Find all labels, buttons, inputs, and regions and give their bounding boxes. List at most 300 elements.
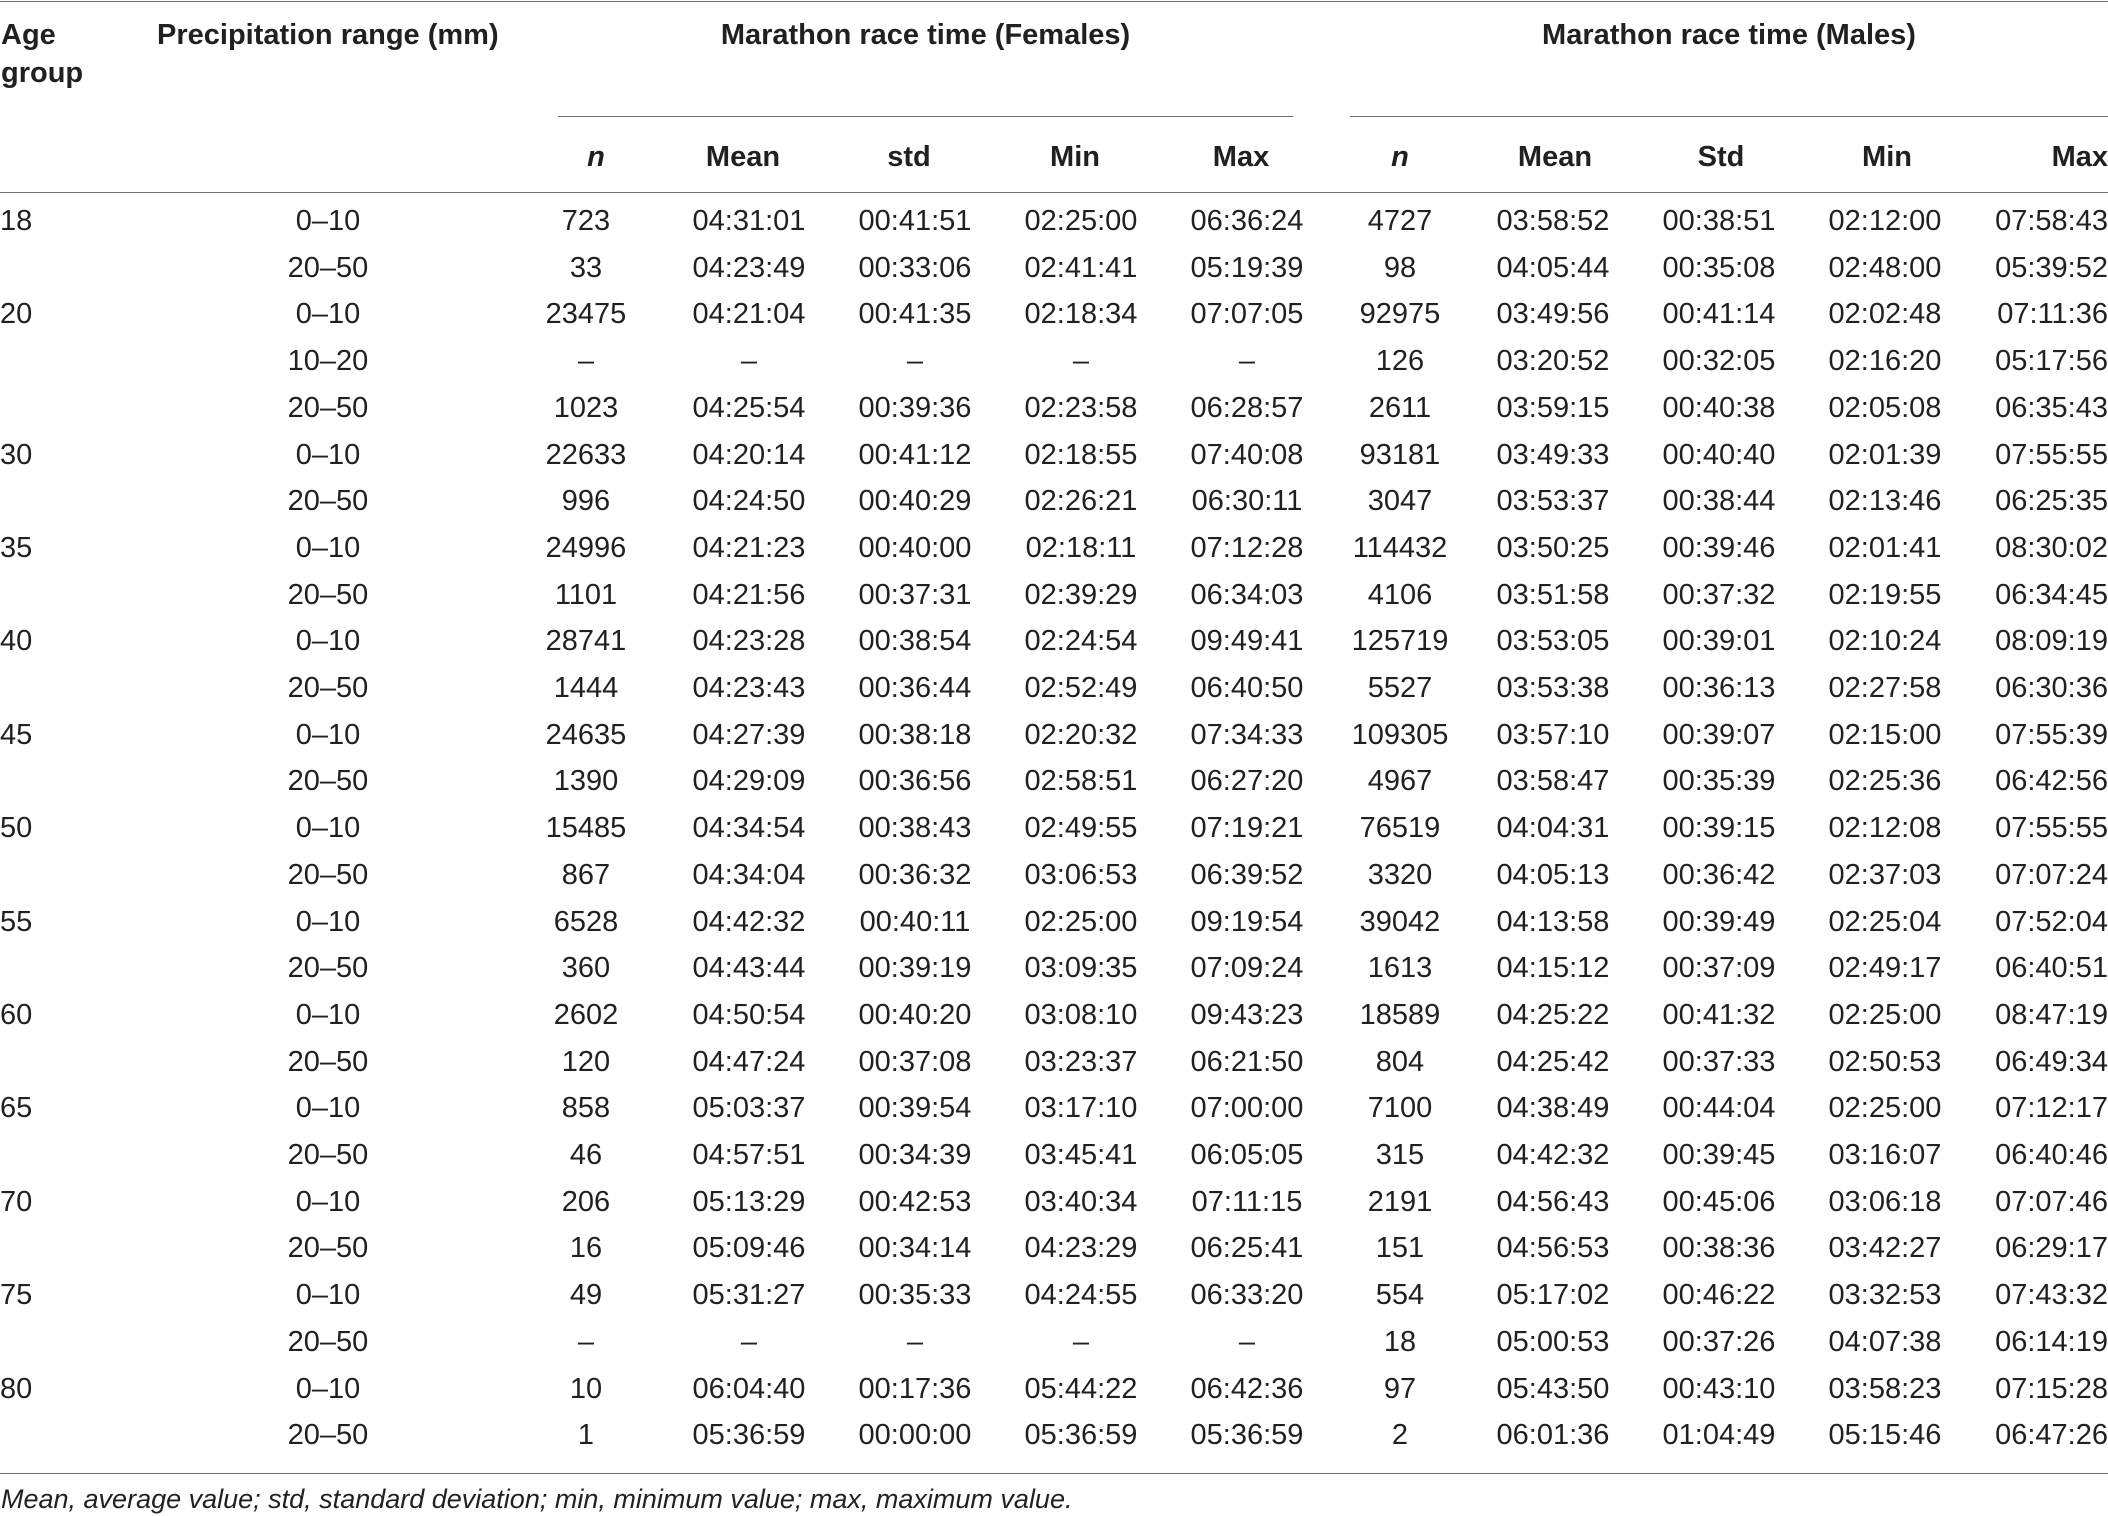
female-col-min: Min bbox=[1050, 141, 1100, 173]
cell-male-std: 00:37:32 bbox=[1662, 578, 1776, 611]
cell-female-n: 23475 bbox=[545, 298, 627, 331]
cell-male-std: 01:04:49 bbox=[1662, 1419, 1776, 1452]
cell-female-n: 49 bbox=[569, 1279, 603, 1312]
cell-age-group: 20 bbox=[0, 298, 33, 331]
top-rule bbox=[0, 1, 2108, 2]
cell-female-n: 6528 bbox=[553, 905, 619, 938]
cell-male-mean: 03:20:52 bbox=[1496, 345, 1610, 378]
cell-male-n: 114432 bbox=[1352, 531, 1448, 564]
cell-male-max: 07:15:28 bbox=[1995, 1372, 2108, 1405]
cell-female-mean: 04:21:23 bbox=[692, 531, 806, 564]
cell-male-min: 02:25:04 bbox=[1828, 905, 1942, 938]
cell-age-group bbox=[0, 945, 150, 992]
cell-female-max: 09:43:23 bbox=[1190, 998, 1304, 1031]
cell-male-min: 02:37:03 bbox=[1828, 858, 1942, 891]
cell-female-std: 00:38:18 bbox=[858, 718, 972, 751]
cell-female-min: 02:18:55 bbox=[1024, 438, 1138, 471]
cell-male-std: 00:38:51 bbox=[1662, 205, 1776, 237]
male-col-min: Min bbox=[1862, 141, 1912, 173]
cell-female-min: 02:23:58 bbox=[1024, 391, 1138, 424]
cell-male-mean: 05:00:53 bbox=[1496, 1325, 1610, 1358]
cell-male-min: 02:01:41 bbox=[1828, 531, 1942, 564]
cell-male-min: 02:10:24 bbox=[1828, 625, 1942, 658]
cell-female-min: 04:24:55 bbox=[1024, 1279, 1138, 1312]
cell-male-std: 00:41:32 bbox=[1662, 998, 1776, 1031]
cell-male-std: 00:38:44 bbox=[1662, 485, 1776, 518]
cell-female-max: 06:21:50 bbox=[1190, 1045, 1304, 1078]
cell-male-std: 00:38:36 bbox=[1662, 1232, 1776, 1265]
cell-male-std: 00:37:26 bbox=[1662, 1325, 1776, 1358]
cell-male-max: 06:30:36 bbox=[1995, 672, 2108, 705]
cell-precipitation: 0–10 bbox=[295, 438, 361, 471]
cell-male-std: 00:45:06 bbox=[1662, 1185, 1776, 1218]
cell-female-max: 07:07:05 bbox=[1190, 298, 1304, 331]
cell-female-min: 02:24:54 bbox=[1024, 625, 1138, 658]
cell-male-n: 2191 bbox=[1367, 1185, 1433, 1218]
cell-male-mean: 03:51:58 bbox=[1496, 578, 1610, 611]
cell-male-std: 00:32:05 bbox=[1662, 345, 1776, 378]
cell-female-max: 07:40:08 bbox=[1190, 438, 1304, 471]
cell-male-std: 00:39:15 bbox=[1662, 812, 1776, 845]
cell-male-max: 05:17:56 bbox=[1995, 345, 2108, 378]
cell-male-std: 00:40:40 bbox=[1662, 438, 1776, 471]
cell-female-n: 22633 bbox=[545, 438, 627, 471]
cell-male-max: 06:35:43 bbox=[1995, 391, 2108, 424]
cell-precipitation: 20–50 bbox=[287, 251, 369, 284]
cell-male-n: 804 bbox=[1375, 1045, 1425, 1078]
male-col-n: n bbox=[1391, 141, 1409, 173]
female-col-n: n bbox=[587, 141, 605, 173]
cell-male-mean: 03:49:33 bbox=[1496, 438, 1610, 471]
cell-female-std: 00:37:31 bbox=[858, 578, 972, 611]
cell-male-max: 07:12:17 bbox=[1995, 1092, 2108, 1125]
cell-male-n: 109305 bbox=[1351, 718, 1449, 751]
table-row bbox=[0, 945, 2108, 992]
cell-age-group bbox=[0, 758, 150, 805]
header-age-group: Age group bbox=[1, 19, 84, 89]
cell-female-std: 00:38:43 bbox=[858, 812, 972, 845]
cell-female-mean: 04:21:56 bbox=[692, 578, 806, 611]
cell-male-min: 02:01:39 bbox=[1828, 438, 1942, 471]
cell-female-mean: 04:31:01 bbox=[692, 205, 806, 237]
cell-male-mean: 04:25:42 bbox=[1496, 1045, 1610, 1078]
cell-precipitation: 20–50 bbox=[287, 485, 369, 518]
cell-female-max: 09:49:41 bbox=[1190, 625, 1304, 658]
cell-precipitation: 10–20 bbox=[287, 345, 369, 378]
cell-male-mean: 03:59:15 bbox=[1496, 391, 1610, 424]
cell-female-min: 03:40:34 bbox=[1024, 1185, 1138, 1218]
table-row bbox=[0, 618, 2108, 665]
cell-female-max: 05:36:59 bbox=[1190, 1419, 1304, 1452]
cell-male-mean: 04:42:32 bbox=[1496, 1139, 1610, 1172]
cell-male-std: 00:46:22 bbox=[1662, 1279, 1776, 1312]
cell-female-max: 05:19:39 bbox=[1190, 251, 1304, 284]
cell-female-max: 07:19:21 bbox=[1190, 812, 1304, 845]
cell-precipitation: 0–10 bbox=[295, 1279, 361, 1312]
cell-female-mean: 05:36:59 bbox=[692, 1419, 806, 1452]
cell-male-mean: 06:01:36 bbox=[1496, 1419, 1610, 1452]
cell-female-mean: 04:57:51 bbox=[692, 1139, 806, 1172]
table-row bbox=[0, 1412, 2108, 1459]
cell-male-std: 00:37:33 bbox=[1662, 1045, 1776, 1078]
cell-male-n: 76519 bbox=[1359, 812, 1441, 845]
cell-female-mean: 05:31:27 bbox=[692, 1279, 806, 1312]
cell-female-max: 07:00:00 bbox=[1190, 1092, 1304, 1125]
cell-male-std: 00:36:42 bbox=[1662, 858, 1776, 891]
header-bottom-rule bbox=[0, 192, 2108, 193]
cell-male-max: 07:55:55 bbox=[1995, 812, 2108, 845]
cell-female-std: 00:40:29 bbox=[858, 485, 972, 518]
cell-female-mean: 06:04:40 bbox=[692, 1372, 806, 1405]
cell-female-n: 24996 bbox=[545, 531, 627, 564]
table-row bbox=[0, 712, 2108, 759]
cell-female-min: 02:20:32 bbox=[1024, 718, 1138, 751]
cell-female-n: 120 bbox=[561, 1045, 611, 1078]
cell-male-n: 39042 bbox=[1359, 905, 1441, 938]
table-row bbox=[0, 1272, 2108, 1319]
cell-female-std: 00:36:56 bbox=[858, 765, 972, 798]
table-row bbox=[0, 852, 2108, 899]
cell-female-max: 06:27:20 bbox=[1190, 765, 1304, 798]
cell-female-min: 02:26:21 bbox=[1024, 485, 1138, 518]
cell-female-max: – bbox=[1238, 1325, 1256, 1358]
table-row bbox=[0, 1366, 2108, 1413]
cell-male-mean: 03:58:47 bbox=[1496, 765, 1610, 798]
cell-female-mean: 04:24:50 bbox=[692, 485, 806, 518]
cell-male-n: 554 bbox=[1375, 1279, 1425, 1312]
cell-male-n: 5527 bbox=[1367, 672, 1433, 705]
cell-female-mean: 04:23:49 bbox=[692, 251, 806, 284]
cell-male-min: 03:06:18 bbox=[1828, 1185, 1942, 1218]
cell-female-max: 06:36:24 bbox=[1190, 205, 1304, 237]
cell-male-n: 18589 bbox=[1359, 998, 1441, 1031]
cell-male-min: 03:58:23 bbox=[1828, 1372, 1942, 1405]
cell-female-mean: 04:34:54 bbox=[692, 812, 806, 845]
cell-male-std: 00:40:38 bbox=[1662, 391, 1776, 424]
cell-precipitation: 20–50 bbox=[287, 391, 369, 424]
cell-male-n: 2611 bbox=[1368, 391, 1432, 424]
cell-male-mean: 05:43:50 bbox=[1496, 1372, 1610, 1405]
cell-male-std: 00:37:09 bbox=[1662, 952, 1776, 985]
cell-male-mean: 03:53:37 bbox=[1496, 485, 1610, 518]
cell-female-mean: 04:43:44 bbox=[692, 952, 806, 985]
cell-female-mean: 04:42:32 bbox=[692, 905, 806, 938]
cell-female-std: 00:39:54 bbox=[858, 1092, 972, 1125]
cell-female-max: 06:42:36 bbox=[1190, 1372, 1304, 1405]
cell-male-max: 08:30:02 bbox=[1995, 531, 2108, 564]
cell-male-mean: 04:04:31 bbox=[1496, 812, 1610, 845]
cell-male-max: 06:14:19 bbox=[1995, 1325, 2108, 1358]
cell-age-group: 70 bbox=[0, 1185, 33, 1218]
cell-age-group bbox=[0, 1225, 150, 1272]
cell-male-max: 07:58:43 bbox=[1995, 205, 2108, 237]
cell-male-n: 4106 bbox=[1367, 578, 1433, 611]
cell-male-mean: 04:56:53 bbox=[1496, 1232, 1610, 1265]
female-col-std: std bbox=[887, 141, 931, 173]
cell-female-min: 02:39:29 bbox=[1024, 578, 1138, 611]
cell-male-min: 04:07:38 bbox=[1828, 1325, 1942, 1358]
cell-male-n: 151 bbox=[1375, 1232, 1425, 1265]
cell-age-group: 60 bbox=[0, 998, 33, 1031]
table-row bbox=[0, 198, 2108, 245]
cell-female-n: 24635 bbox=[545, 718, 627, 751]
header-precipitation-range: Precipitation range (mm) bbox=[157, 19, 499, 51]
cell-age-group bbox=[0, 572, 150, 619]
cell-female-n: – bbox=[577, 345, 595, 378]
cell-female-min: 03:08:10 bbox=[1024, 998, 1138, 1031]
cell-male-std: 00:41:14 bbox=[1662, 298, 1776, 331]
cell-male-std: 00:39:46 bbox=[1662, 531, 1776, 564]
cell-male-n: 98 bbox=[1383, 251, 1417, 284]
cell-male-min: 02:02:48 bbox=[1828, 298, 1942, 331]
cell-precipitation: 0–10 bbox=[295, 998, 361, 1031]
cell-male-min: 02:12:08 bbox=[1828, 812, 1942, 845]
cell-precipitation: 20–50 bbox=[287, 1045, 369, 1078]
cell-female-n: 1444 bbox=[553, 672, 619, 705]
cell-male-max: 06:25:35 bbox=[1995, 485, 2108, 518]
female-col-mean: Mean bbox=[705, 141, 781, 173]
cell-age-group bbox=[0, 852, 150, 899]
male-col-mean: Mean bbox=[1517, 141, 1593, 173]
cell-age-group bbox=[0, 338, 150, 385]
cell-male-std: 00:39:45 bbox=[1662, 1139, 1776, 1172]
cell-male-max: 07:07:46 bbox=[1995, 1185, 2108, 1218]
cell-female-mean: 04:50:54 bbox=[692, 998, 806, 1031]
cell-male-min: 02:25:36 bbox=[1828, 765, 1942, 798]
cell-precipitation: 20–50 bbox=[287, 952, 369, 985]
cell-female-std: 00:39:19 bbox=[858, 952, 972, 985]
cell-male-mean: 04:56:43 bbox=[1496, 1185, 1610, 1218]
cell-male-min: 02:48:00 bbox=[1828, 251, 1942, 284]
cell-female-n: 2602 bbox=[553, 998, 619, 1031]
females-group-rule bbox=[558, 116, 1293, 117]
cell-female-n: 867 bbox=[561, 858, 611, 891]
cell-female-std: 00:41:51 bbox=[858, 205, 972, 237]
cell-male-min: 02:16:20 bbox=[1828, 345, 1942, 378]
cell-female-mean: – bbox=[740, 1325, 758, 1358]
cell-female-mean: 04:27:39 bbox=[692, 718, 806, 751]
cell-male-max: 07:43:32 bbox=[1995, 1279, 2108, 1312]
cell-age-group bbox=[0, 1132, 150, 1179]
cell-female-max: – bbox=[1238, 345, 1256, 378]
cell-male-max: 06:47:26 bbox=[1995, 1419, 2108, 1452]
cell-precipitation: 0–10 bbox=[295, 298, 361, 331]
cell-precipitation: 20–50 bbox=[287, 1419, 369, 1452]
cell-male-max: 06:29:17 bbox=[1995, 1232, 2108, 1265]
table-row bbox=[0, 1179, 2108, 1226]
cell-age-group: 50 bbox=[0, 812, 33, 845]
cell-female-n: 28741 bbox=[545, 625, 627, 658]
cell-precipitation: 0–10 bbox=[295, 812, 361, 845]
cell-precipitation: 0–10 bbox=[295, 1185, 361, 1218]
cell-female-min: 02:18:11 bbox=[1025, 531, 1137, 564]
cell-female-n: 1 bbox=[577, 1419, 595, 1452]
cell-female-max: 06:28:57 bbox=[1190, 391, 1304, 424]
table-row bbox=[0, 572, 2108, 619]
cell-precipitation: 20–50 bbox=[287, 1232, 369, 1265]
cell-female-mean: 04:34:04 bbox=[692, 858, 806, 891]
cell-female-min: 02:18:34 bbox=[1024, 298, 1138, 331]
cell-male-std: 00:39:07 bbox=[1662, 718, 1776, 751]
cell-female-mean: 04:23:28 bbox=[692, 625, 806, 658]
cell-male-std: 00:39:01 bbox=[1662, 625, 1776, 658]
cell-male-mean: 04:05:44 bbox=[1496, 251, 1610, 284]
cell-female-max: 06:30:11 bbox=[1191, 485, 1303, 518]
cell-female-min: 03:06:53 bbox=[1024, 858, 1138, 891]
cell-female-max: 07:11:15 bbox=[1191, 1185, 1303, 1218]
cell-female-max: 07:12:28 bbox=[1190, 531, 1304, 564]
cell-precipitation: 0–10 bbox=[295, 1372, 361, 1405]
cell-female-min: 03:17:10 bbox=[1024, 1092, 1138, 1125]
cell-female-mean: 05:09:46 bbox=[692, 1232, 806, 1265]
cell-male-mean: 04:05:13 bbox=[1496, 858, 1610, 891]
cell-female-min: 02:25:00 bbox=[1024, 205, 1138, 237]
cell-female-n: – bbox=[577, 1325, 595, 1358]
cell-age-group bbox=[0, 478, 150, 525]
cell-female-n: 1023 bbox=[553, 391, 619, 424]
cell-male-mean: 04:38:49 bbox=[1496, 1092, 1610, 1125]
cell-male-std: 00:44:04 bbox=[1662, 1092, 1776, 1125]
cell-male-max: 06:34:45 bbox=[1995, 578, 2108, 611]
cell-male-n: 3047 bbox=[1367, 485, 1433, 518]
cell-female-std: 00:40:00 bbox=[858, 531, 972, 564]
table-row bbox=[0, 245, 2108, 292]
cell-male-max: 07:55:55 bbox=[1995, 438, 2108, 471]
cell-male-mean: 03:53:05 bbox=[1496, 625, 1610, 658]
cell-female-min: 02:52:49 bbox=[1024, 672, 1138, 705]
cell-female-n: 33 bbox=[569, 251, 603, 284]
cell-female-n: 996 bbox=[561, 485, 611, 518]
cell-female-std: 00:38:54 bbox=[858, 625, 972, 658]
cell-age-group bbox=[0, 385, 150, 432]
cell-male-min: 02:25:00 bbox=[1828, 998, 1942, 1031]
cell-male-min: 02:50:53 bbox=[1828, 1045, 1942, 1078]
cell-male-min: 02:05:08 bbox=[1828, 391, 1942, 424]
cell-female-max: 06:33:20 bbox=[1190, 1279, 1304, 1312]
cell-male-n: 4967 bbox=[1367, 765, 1433, 798]
cell-male-n: 315 bbox=[1375, 1139, 1425, 1172]
table-row bbox=[0, 525, 2108, 572]
cell-female-max: 06:05:05 bbox=[1190, 1139, 1304, 1172]
cell-female-n: 46 bbox=[569, 1139, 603, 1172]
cell-male-min: 03:42:27 bbox=[1828, 1232, 1942, 1265]
cell-female-min: 02:41:41 bbox=[1024, 251, 1138, 284]
cell-male-max: 07:52:04 bbox=[1995, 905, 2108, 938]
cell-female-min: 05:36:59 bbox=[1024, 1419, 1138, 1452]
cell-female-mean: 04:20:14 bbox=[692, 438, 806, 471]
female-col-max: Max bbox=[1212, 141, 1270, 173]
cell-female-std: 00:40:11 bbox=[859, 905, 971, 938]
cell-male-mean: 03:50:25 bbox=[1496, 531, 1610, 564]
cell-male-n: 1613 bbox=[1367, 952, 1433, 985]
cell-female-n: 15485 bbox=[545, 812, 627, 845]
cell-female-min: – bbox=[1072, 345, 1090, 378]
cell-male-mean: 05:17:02 bbox=[1496, 1279, 1610, 1312]
male-col-max: Max bbox=[2051, 141, 2108, 173]
cell-female-n: 858 bbox=[561, 1092, 611, 1125]
cell-age-group bbox=[0, 665, 150, 712]
cell-female-mean: 05:13:29 bbox=[692, 1185, 806, 1218]
table-row bbox=[0, 478, 2108, 525]
cell-precipitation: 0–10 bbox=[295, 1092, 361, 1125]
cell-male-min: 02:25:00 bbox=[1828, 1092, 1942, 1125]
cell-male-min: 02:49:17 bbox=[1828, 952, 1942, 985]
table-row bbox=[0, 805, 2108, 852]
cell-male-n: 92975 bbox=[1359, 298, 1441, 331]
cell-male-max: 06:40:51 bbox=[1995, 952, 2108, 985]
cell-male-min: 03:16:07 bbox=[1828, 1139, 1942, 1172]
cell-precipitation: 20–50 bbox=[287, 1325, 369, 1358]
cell-precipitation: 0–10 bbox=[295, 531, 361, 564]
cell-female-mean: 04:29:09 bbox=[692, 765, 806, 798]
table-row bbox=[0, 432, 2108, 479]
cell-age-group: 40 bbox=[0, 625, 33, 658]
cell-female-max: 09:19:54 bbox=[1190, 905, 1304, 938]
cell-age-group: 65 bbox=[0, 1092, 33, 1125]
table-row bbox=[0, 758, 2108, 805]
cell-male-min: 02:19:55 bbox=[1828, 578, 1942, 611]
cell-female-mean: 04:25:54 bbox=[692, 391, 806, 424]
cell-female-mean: 05:03:37 bbox=[692, 1092, 806, 1125]
table-body bbox=[0, 198, 2108, 1459]
cell-female-std: – bbox=[906, 1325, 924, 1358]
cell-female-min: – bbox=[1072, 1325, 1090, 1358]
table-row bbox=[0, 992, 2108, 1039]
cell-age-group bbox=[0, 1319, 150, 1366]
header-females: Marathon race time (Females) bbox=[720, 19, 1131, 51]
cell-female-min: 03:09:35 bbox=[1024, 952, 1138, 985]
cell-male-std: 00:39:49 bbox=[1662, 905, 1776, 938]
cell-age-group: 45 bbox=[0, 718, 33, 751]
cell-precipitation: 0–10 bbox=[295, 205, 361, 237]
cell-female-mean: – bbox=[740, 345, 758, 378]
cell-precipitation: 20–50 bbox=[287, 765, 369, 798]
cell-male-min: 02:27:58 bbox=[1828, 672, 1942, 705]
cell-precipitation: 0–10 bbox=[295, 625, 361, 658]
cell-female-n: 206 bbox=[561, 1185, 611, 1218]
cell-female-min: 04:23:29 bbox=[1024, 1232, 1138, 1265]
cell-female-std: – bbox=[906, 345, 924, 378]
cell-male-n: 2 bbox=[1391, 1419, 1409, 1452]
cell-female-max: 07:09:24 bbox=[1190, 952, 1304, 985]
cell-female-std: 00:41:35 bbox=[858, 298, 972, 331]
bottom-rule bbox=[0, 1473, 2108, 1474]
table-footnote: Mean, average value; std, standard deviation; min, minimum value; max, maximum value. bbox=[1, 1484, 1073, 1514]
cell-age-group: 55 bbox=[0, 905, 33, 938]
cell-female-std: 00:42:53 bbox=[858, 1185, 972, 1218]
cell-female-std: 00:36:44 bbox=[858, 672, 972, 705]
cell-age-group: 80 bbox=[0, 1372, 33, 1405]
table-row bbox=[0, 665, 2108, 712]
cell-age-group: 75 bbox=[0, 1279, 33, 1312]
cell-male-max: 06:42:56 bbox=[1995, 765, 2108, 798]
cell-male-min: 05:15:46 bbox=[1828, 1419, 1942, 1452]
cell-precipitation: 0–10 bbox=[295, 718, 361, 751]
cell-female-min: 03:23:37 bbox=[1024, 1045, 1138, 1078]
cell-female-min: 05:44:22 bbox=[1024, 1372, 1138, 1405]
cell-male-std: 00:35:08 bbox=[1662, 251, 1776, 284]
cell-female-min: 02:58:51 bbox=[1024, 765, 1138, 798]
cell-male-mean: 04:13:58 bbox=[1496, 905, 1610, 938]
cell-age-group: 35 bbox=[0, 531, 33, 564]
cell-female-n: 1390 bbox=[553, 765, 619, 798]
cell-female-max: 06:40:50 bbox=[1190, 672, 1304, 705]
cell-male-max: 07:55:39 bbox=[1995, 718, 2108, 751]
cell-male-n: 3320 bbox=[1367, 858, 1433, 891]
cell-male-min: 03:32:53 bbox=[1828, 1279, 1942, 1312]
header-males: Marathon race time (Males) bbox=[1542, 19, 1916, 51]
cell-female-std: 00:00:00 bbox=[858, 1419, 972, 1452]
